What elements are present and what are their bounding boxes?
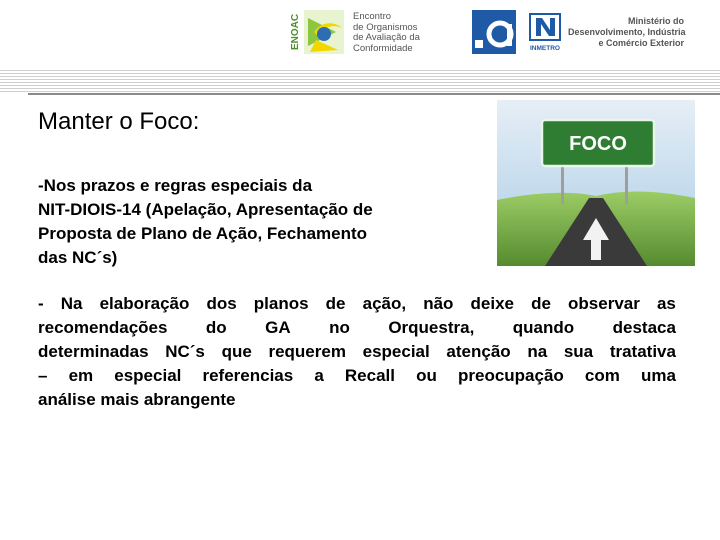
word: ou [416,366,437,385]
header-divider [28,93,720,95]
word: ação, [362,294,407,313]
enoac-line: de Avaliação da [353,32,420,43]
paragraph-line [38,316,676,340]
paragraph-line [38,340,676,364]
word: – [38,366,48,385]
paragraph-line: NIT-DIOIS-14 (Apelação, Apresentação de [38,200,373,219]
sign-text: FOCO [569,133,627,155]
word: determinadas [38,342,149,361]
word: Orquestra, [388,318,475,337]
enoac-line: Conformidade [353,42,413,54]
word: observar [568,294,640,313]
word: que [221,342,252,361]
svg-text:INMETRO: INMETRO [530,45,560,52]
focus-road-sign-image [497,100,695,266]
word: dos [206,294,237,313]
enoac-line: Encontro [353,11,392,22]
inmetro-a-logo-icon [472,10,516,54]
paragraph-line: Proposta de Plano de Ação, Fechamento [38,224,368,243]
word: atenção [446,342,511,361]
word: recomendações [38,318,168,337]
ministerio-line: Desenvolvimento, Indústria [568,27,686,37]
enoac-badge-icon [290,10,344,54]
paragraph-line [38,364,676,388]
word: com [584,366,620,385]
word: - [38,294,44,313]
word: no [329,318,350,337]
word: as [656,294,676,313]
header-stripe-band [0,70,720,94]
word: especial [114,366,182,385]
word: em [68,366,94,385]
paragraph-line: -Nos prazos e regras especiais da [38,176,313,195]
paragraph-line [38,292,676,316]
word: requerem [268,342,346,361]
enoac-logo [290,8,430,56]
inmetro-logo-icon [528,12,562,52]
paragraph-line: análise mais abrangente [38,390,236,409]
slide-title: Manter o Foco: [38,108,200,135]
enoac-line: de Organismos [353,21,418,33]
word: a [314,366,324,385]
word: uma [641,366,676,385]
word: planos [253,294,309,313]
word: do [205,318,227,337]
paragraph-line: das NC´s) [38,248,118,267]
word: sua [563,342,594,361]
word: Recall [344,366,395,385]
word: especial [362,342,430,361]
word: não [423,294,454,313]
word: referencias [202,366,294,385]
word: GA [265,318,291,337]
ministerio-line: e Comércio Exterior [598,38,684,48]
svg-text:ENOAC: ENOAC [290,13,301,50]
word: NC´s [165,342,205,361]
word: na [527,342,548,361]
paragraph-action-plans [38,292,676,412]
word: quando [512,318,575,337]
word: tratativa [609,342,676,361]
word: elaboração [99,294,190,313]
ministerio-line: Ministério do [628,16,684,26]
word: Na [60,294,83,313]
paragraph-deadlines [38,174,448,270]
enoac-name [353,12,420,54]
word: preocupação [458,366,564,385]
word: deixe [470,294,514,313]
ministerio-logo [568,16,684,49]
word: destaca [612,318,676,337]
word: de [325,294,346,313]
word: de [531,294,551,313]
